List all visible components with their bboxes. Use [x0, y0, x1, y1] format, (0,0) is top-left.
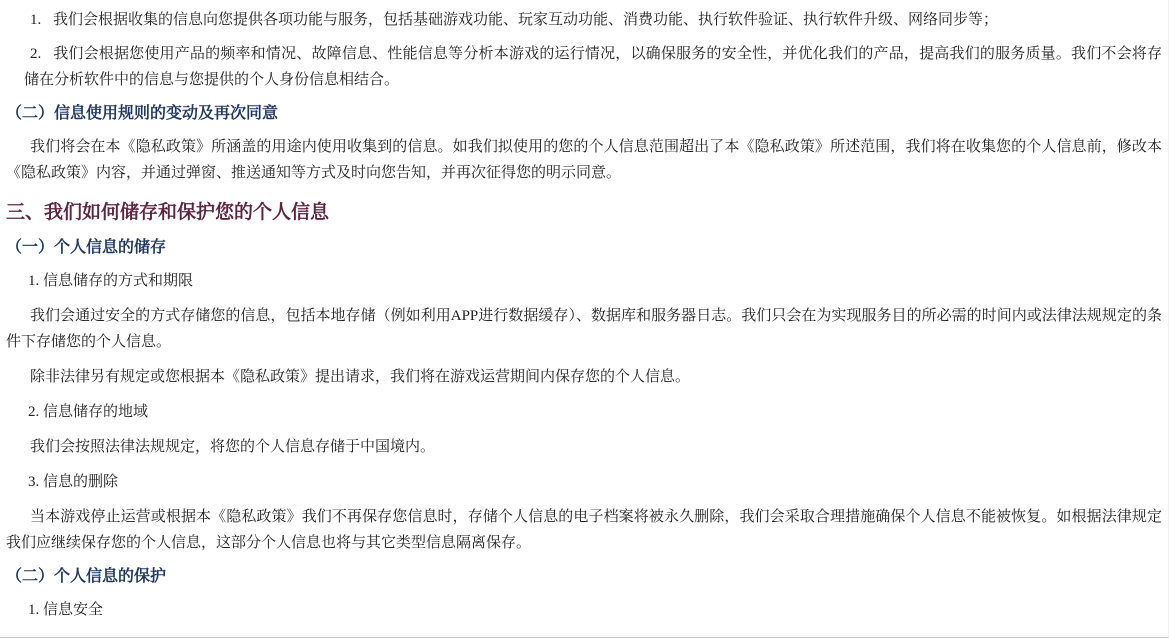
list-text: 信息安全: [43, 602, 104, 618]
list-text: 信息储存的地域: [43, 404, 149, 420]
sub-item-storage-region: [28, 399, 1162, 425]
paragraph-storage-period: 除非法律另有规定或您根据本《隐私政策》提出请求，我们将在游戏运营期间内保存您的个人信息。: [30, 369, 691, 385]
list-number: 1.: [28, 602, 40, 618]
sub-item-info-deletion: [28, 469, 1162, 495]
list-number: 1.: [30, 12, 42, 28]
list-text: 我们会根据您使用产品的频率和情况、故障信息、性能信息等分析本游戏的运行情况，以确保服务的安全性，并优化我们的产品，提高我们的服务质量。我们不会将存储在分析软件中的信息与您提供的个人身份信息相结合。: [24, 46, 1162, 88]
paragraph-info-deletion: 当本游戏停止运营或根据本《隐私政策》我们不再保存您信息时，存储个人信息的电子档案将被永久删除，我们会采取合理措施确保个人信息不能被恢复。如根据法律规定我们应继续保存您的个人信息，这部分个人信息也将与其它类型信息隔离保存。: [6, 509, 1162, 551]
sub-item-info-security: [28, 597, 1162, 623]
sub-item-storage-method-period: [28, 268, 1162, 294]
paragraph-storage-region: 我们会按照法律法规规定，将您的个人信息存储于中国境内。: [30, 439, 436, 455]
list-number: 3.: [28, 474, 40, 490]
numbered-item-2: [24, 41, 1162, 93]
section-heading-personal-info-storage: （一）个人信息的储存: [6, 239, 167, 256]
chapter-heading-store-and-protect: 三、我们如何储存和保护您的个人信息: [6, 202, 330, 223]
section-heading-info-usage-rules-change: （二）信息使用规则的变动及再次同意: [6, 105, 279, 122]
paragraph-usage-rules-change: 我们将会在本《隐私政策》所涵盖的用途内使用收集到的信息。如我们拟使用的您的个人信息范围超出了本《隐私政策》所述范围，我们将在收集您的个人信息前，修改本《隐私政策》内容，并通过弹窗、推送通知等方式及时向您告知，并再次征得您的明示同意。: [6, 139, 1162, 181]
paragraph-storage-method: 我们会通过安全的方式存储您的信息，包括本地存储（例如利用APP进行数据缓存）、数据库和服务器日志。我们只会在为实现服务目的所必需的时间内或法律法规规定的条件下存储您的个人信息。: [6, 308, 1162, 350]
list-number: 1.: [28, 273, 40, 289]
list-text: 我们会根据收集的信息向您提供各项功能与服务，包括基础游戏功能、玩家互动功能、消费功能、执行软件验证、执行软件升级、网络同步等；: [53, 12, 999, 28]
section-heading-personal-info-protection: （二）个人信息的保护: [6, 568, 167, 585]
list-text: 信息的删除: [43, 474, 119, 490]
list-number: 2.: [30, 46, 42, 62]
numbered-item-1: [24, 7, 1162, 33]
list-number: 2.: [28, 404, 40, 420]
list-text: 信息储存的方式和期限: [43, 273, 194, 289]
